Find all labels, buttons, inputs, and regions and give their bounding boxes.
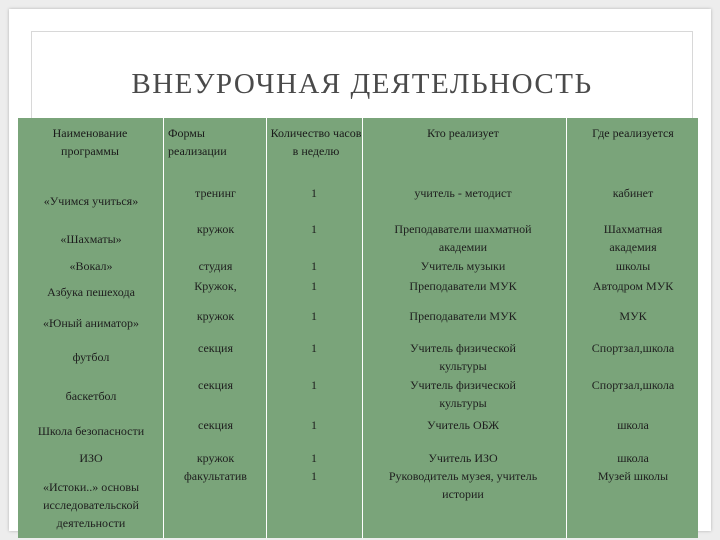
hours-cell: 1: [311, 259, 317, 273]
program-cell: «Учимся учиться»: [43, 194, 139, 208]
header-where: Где реализуется: [592, 126, 674, 140]
who-cell: Учитель музыки: [420, 259, 506, 273]
form-cell: тренинг: [195, 186, 236, 200]
form-cell: кружок: [196, 222, 235, 236]
where-cell: Автодром МУК: [592, 279, 674, 293]
hours-cell: 1: [311, 222, 317, 236]
program-cell: «Истоки..» основы исследовательской деятельности: [42, 480, 140, 530]
header-who: Кто реализует: [427, 126, 499, 140]
where-cell: Спортзал,школа: [591, 378, 675, 392]
who-cell: Преподаватели МУК: [409, 279, 517, 293]
where-cell: Музей школы: [597, 469, 669, 483]
who-cell: учитель - методист: [414, 186, 512, 200]
program-cell: ИЗО: [79, 451, 103, 465]
where-cell: школа: [617, 418, 649, 432]
where-cell: Шахматная академия: [603, 222, 663, 254]
who-cell: Преподаватели шахматной академии: [394, 222, 532, 254]
form-cell: секция: [198, 378, 233, 392]
program-cell: «Вокал»: [69, 259, 113, 273]
form-cell: факультатив: [184, 469, 247, 483]
program-cell: футбол: [72, 350, 110, 364]
hours-cell: 1: [311, 186, 317, 200]
page-title: ВНЕУРОЧНАЯ ДЕЯТЕЛЬНОСТЬ: [131, 68, 593, 100]
activities-table: [18, 118, 698, 538]
where-cell: МУК: [619, 309, 647, 323]
hours-cell: 1: [311, 469, 317, 483]
program-cell: Школа безопасности: [37, 424, 145, 438]
hours-cell: 1: [311, 279, 317, 293]
where-cell: школы: [615, 259, 651, 273]
form-cell: кружок: [196, 451, 235, 465]
hours-cell: 1: [311, 378, 317, 392]
where-cell: школа: [617, 451, 649, 465]
title-box: [31, 31, 693, 128]
hours-cell: 1: [311, 451, 317, 465]
hours-cell: 1: [311, 341, 317, 355]
header-form: Формы реализации: [168, 126, 227, 158]
program-cell: «Шахматы»: [60, 232, 122, 246]
form-cell: секция: [198, 418, 233, 432]
column-divider: [163, 118, 164, 538]
header-hours: Количество часов в неделю: [270, 126, 362, 158]
column-divider: [266, 118, 267, 538]
hours-cell: 1: [311, 309, 317, 323]
who-cell: Учитель физической культуры: [410, 341, 516, 373]
form-cell: Кружок,: [194, 279, 237, 293]
hours-cell: 1: [311, 418, 317, 432]
who-cell: Учитель ОБЖ: [427, 418, 499, 432]
who-cell: Руководитель музея, учитель истории: [388, 469, 538, 501]
program-cell: баскетбол: [65, 389, 117, 403]
header-program: Наименование программы: [52, 126, 128, 158]
column-divider: [566, 118, 567, 538]
form-cell: кружок: [196, 309, 235, 323]
form-cell: студия: [198, 259, 233, 273]
column-divider: [362, 118, 363, 538]
who-cell: Учитель физической культуры: [410, 378, 516, 410]
where-cell: Спортзал,школа: [591, 341, 675, 355]
program-cell: Азбука пешехода: [47, 285, 135, 299]
form-cell: секция: [198, 341, 233, 355]
program-cell: «Юный аниматор»: [42, 316, 140, 330]
where-cell: кабинет: [612, 186, 654, 200]
who-cell: Преподаватели МУК: [409, 309, 517, 323]
who-cell: Учитель ИЗО: [428, 451, 498, 465]
